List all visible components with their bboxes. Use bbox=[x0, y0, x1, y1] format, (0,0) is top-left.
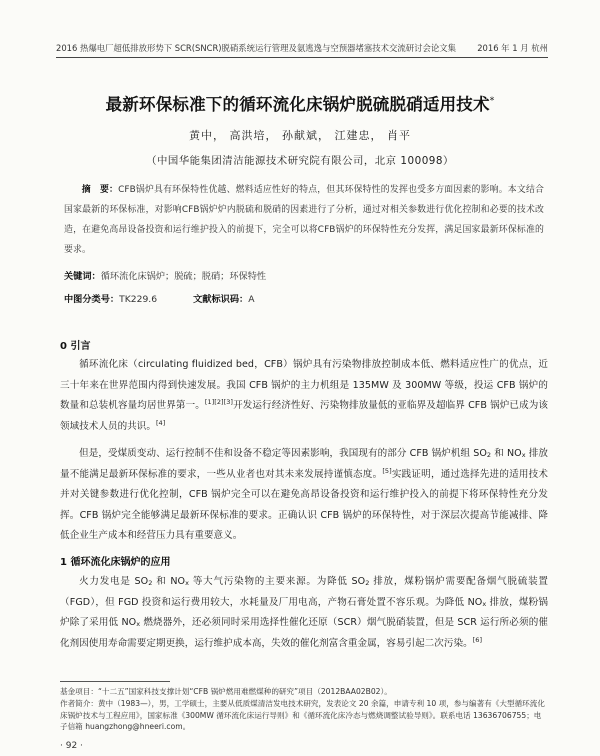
so2-subscript: 2 bbox=[148, 579, 153, 587]
footnote-divider bbox=[60, 681, 170, 682]
running-header-proceedings: 2016 热爆电厂超低排放形势下 SCR(SNCR)脱硝系统运行管理及氨逃逸与空预器堵塞技术交流研讨会论文集 bbox=[56, 43, 457, 53]
author-list: 黄中， 高洪培， 孙献斌， 江建忠， 肖平 bbox=[189, 129, 411, 142]
keywords-text: 循环流化床锅炉；脱硫；脱硝；环保特性 bbox=[100, 271, 267, 282]
s1-text-e: 排放，煤粉锅炉除了采用低 NO bbox=[60, 596, 548, 629]
s1-text-b: 和 NO bbox=[152, 576, 186, 587]
section1-paragraph-1 bbox=[60, 572, 548, 654]
citation-5: [5] bbox=[382, 466, 392, 475]
abstract-text: CFB锅炉具有环保特性优越、燃料适应性好的特点，但其环保特性的发挥也受多方面因素的影响。本文结合国家最新的环保标准，对影响CFB锅炉炉内脱硫和脱硝的因素进行了分析，通过对相关参数进行优化控制和必要的技术改造，在避免高昂设备投资和运行维护投入的前提下，完全可以将CFB锅炉的环保特性充分发挥，满足国家最新环保标准的要求。 bbox=[64, 185, 545, 255]
intro-p2-text-b: 和 NO bbox=[491, 448, 522, 459]
s1-text-a: 火力发电是 SO bbox=[79, 576, 149, 587]
citation-1-3: [1][2][3] bbox=[204, 398, 233, 407]
nox-subscript: x bbox=[185, 579, 190, 587]
intro-p1-text-a: 循环流化床（circulating fluidized bed，CFB）锅炉具有污染物排放控制成本低、燃料适应性广的优点，近三十年来在世界范围内得到快速发展。我国 CFB 锅炉的主力机组是 135MW 及 300MW 等级，投运 CFB 锅炉的数量和总装机容量均居世界第一。 bbox=[60, 359, 548, 412]
section-heading-introduction: 0 引言 bbox=[60, 341, 91, 352]
affiliation: （中国华能集团清洁能源技术研究院有限公司，北京 100098） bbox=[146, 155, 454, 167]
doc-code-label: 文献标识码： bbox=[193, 294, 249, 305]
classification-line bbox=[64, 291, 544, 305]
page-number: · 92 · bbox=[60, 741, 83, 751]
so2-subscript: 2 bbox=[365, 579, 370, 587]
intro-p2-text-c: 排放量不能满足最新环保标准的要求，一些从业者也对其未来发展持谨慎态度。 bbox=[60, 448, 548, 480]
nox-subscript: x bbox=[136, 620, 141, 629]
s1-text-f: 燃烧器外，还必须同时采用选择性催化还原（SCR）烟气脱硝装置，但是 SCR 运行所必须的催化剂因使用寿命需要定期更换，运行维护成本高，失效的催化剂富含重金属，容易引起二次污染。 bbox=[60, 617, 548, 649]
keywords bbox=[64, 268, 544, 282]
intro-p2-text-a: 但是，受煤质变动、运行控制不佳和设备不稳定等因素影响，我国现有的部分 CFB 锅炉机组 SO bbox=[79, 448, 487, 459]
clc-label: 中图分类号： bbox=[64, 294, 120, 305]
intro-p1-text-b: 开发运行经济性好、污染物排放量低的亚临界及超临界 CFB 锅炉已成为该领域技术人员的共识。 bbox=[60, 400, 548, 432]
intro-paragraph-2 bbox=[60, 444, 548, 547]
section-heading-cfb-application: 1 循环流化床锅炉的应用 bbox=[60, 557, 171, 568]
citation-6: [6] bbox=[472, 635, 483, 644]
paper-title-text: 最新环保标准下的循环流化床锅炉脱硫脱硝适用技术 bbox=[105, 95, 490, 114]
s1-text-c: 等大气污染物的主要来源。为降低 SO bbox=[189, 576, 366, 587]
nox-subscript: x bbox=[521, 451, 526, 459]
keywords-label: 关键词： bbox=[64, 271, 101, 282]
abstract bbox=[64, 180, 544, 260]
citation-4: [4] bbox=[155, 418, 166, 427]
running-header bbox=[56, 42, 548, 54]
so2-subscript: 2 bbox=[486, 451, 492, 459]
nox-subscript: x bbox=[482, 599, 487, 608]
header-divider bbox=[56, 57, 548, 58]
intro-p2-text-d: 实践证明，通过选择先进的适用技术并对关键参数进行优化控制，CFB 锅炉完全可以在避免高昂设备投资和运行维护投入的前提下将环保特性充分发挥。CFB 锅炉完全能够满足最新环保标准的要求。正确认识 CFB 锅炉的环保特性，对于深层次提高节能减排、降低企业生产成本和经营压力具有重要意义。 bbox=[60, 468, 548, 542]
intro-paragraph-1 bbox=[60, 355, 548, 437]
clc-value: TK229.6 bbox=[119, 294, 158, 305]
doc-code-value: A bbox=[248, 294, 255, 305]
footnote-author-bio: 作者简介：黄中（1983—），男，工学硕士，主要从低质煤清洁发电技术研究，发表论文 20 余篇，申请专利 10 项，参与编著有《大型循环流化床锅炉技术与工程应用》，国家标准《300MW 循环流化床运行导则》和《循环流化床冷态与燃烧调整试验导则》。联系电话 13636706755；电子信箱 huangzhong@hneeri.com。 bbox=[60, 699, 545, 731]
paper-title bbox=[0, 91, 600, 115]
footnote-fund: 基金项目：“十二五”国家科技支撑计划“CFB 锅炉燃用难燃煤种的研究”项目（2012BAA02B02）。 bbox=[60, 687, 392, 696]
running-header-date-place: 2016 年 1 月 杭州 bbox=[477, 43, 548, 53]
title-footnote-marker: * bbox=[489, 96, 495, 107]
s1-text-d: 排放，煤粉锅炉需要配备烟气脱硫装置（FGD），但 FGD 投资和运行费用较大，水耗量及厂用电高，产物石膏处置不容乐观。为降低 NO bbox=[60, 576, 549, 608]
abstract-label: 摘 要： bbox=[81, 185, 119, 195]
